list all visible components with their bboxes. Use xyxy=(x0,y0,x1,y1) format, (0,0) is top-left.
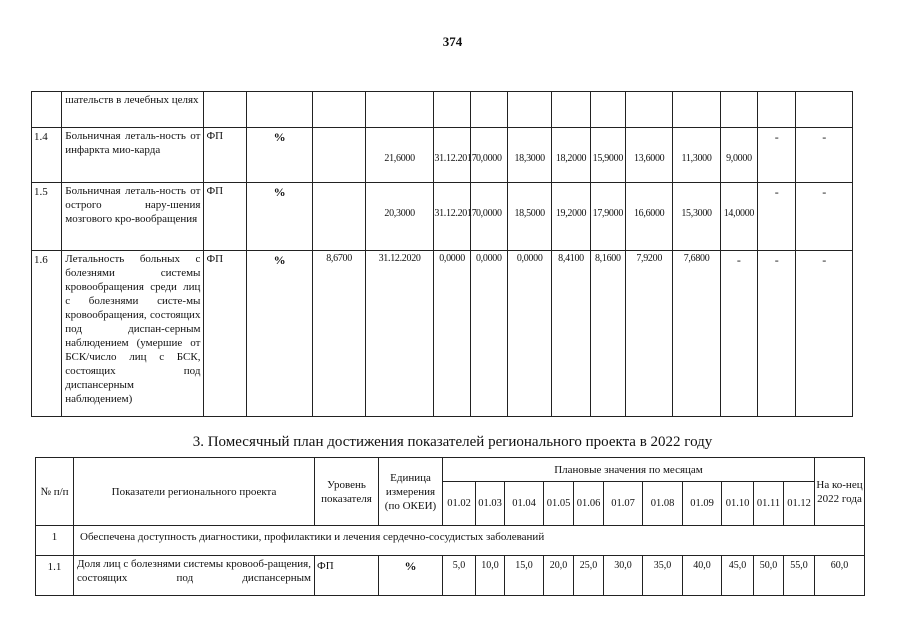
value-cell: - xyxy=(758,128,796,183)
header-month: 01.06 xyxy=(574,482,604,526)
indicator-level: ФП xyxy=(204,183,246,251)
value-cell: - xyxy=(758,251,796,417)
value-cell: 0,0000 xyxy=(508,251,552,417)
value-cell: 5,0 xyxy=(443,556,476,596)
indicator-level: ФП xyxy=(204,251,246,417)
header-month: 01.09 xyxy=(683,482,722,526)
indicator-unit: % xyxy=(379,556,443,596)
value-cell: 15,0 xyxy=(505,556,544,596)
value-cell: 50,0 xyxy=(754,556,784,596)
table-row xyxy=(32,251,853,417)
table-row xyxy=(36,556,865,596)
value-cell: 7,9200 xyxy=(625,251,672,417)
value-cell: 0,0000 xyxy=(470,251,507,417)
header-level: Уровень показателя xyxy=(315,458,379,526)
value-cell: 8,1600 xyxy=(590,251,625,417)
row-index: 1.4 xyxy=(32,128,62,183)
year-end-value: 60,0 xyxy=(815,556,865,596)
base-date: 31.12.2017 xyxy=(434,128,470,183)
base-date: 31.12.2017 xyxy=(434,183,470,251)
indicator-name: Летальность больных с болезнями системы кровообращения среди лиц с болезнями систе-мы кровообращения, состоящих под диспан-серным наблюдением (умершие от БСК/число лиц с БСК, состоящих под диспансерным наблюдением) xyxy=(62,251,204,417)
indicator-name: Больничная леталь-ность от инфаркта мио-карда xyxy=(62,128,204,183)
value-cell: 14,0000 xyxy=(720,183,757,251)
value-cell: 8,4100 xyxy=(552,251,590,417)
header-num: № п/п xyxy=(36,458,74,526)
row-index: 1.6 xyxy=(32,251,62,417)
value-cell: - xyxy=(796,183,853,251)
value-cell: 0,0000 xyxy=(470,183,507,251)
header-row xyxy=(36,458,865,482)
value-cell: 15,3000 xyxy=(673,183,720,251)
value-cell: 35,0 xyxy=(643,556,683,596)
row-index: 1.5 xyxy=(32,183,62,251)
value-cell: - xyxy=(796,128,853,183)
section-row-text: Обеспечена доступность диагностики, профилактики и лечения сердечно-сосудистых заболеваний xyxy=(74,526,865,556)
table-row xyxy=(32,183,853,251)
header-month: 01.05 xyxy=(544,482,574,526)
header-planned: Плановые значения по месяцам xyxy=(443,458,815,482)
indicator-name: шательств в лечебных целях xyxy=(62,92,204,128)
value-cell: 10,0 xyxy=(476,556,505,596)
value-cell: 11,3000 xyxy=(673,128,720,183)
value-cell: 0,0000 xyxy=(470,128,507,183)
value-cell: 15,9000 xyxy=(590,128,625,183)
value-cell: 18,3000 xyxy=(508,128,552,183)
value-cell: 19,2000 xyxy=(552,183,590,251)
header-month: 01.08 xyxy=(643,482,683,526)
value-cell: 55,0 xyxy=(784,556,815,596)
value-cell: - xyxy=(758,183,796,251)
value-cell: 0,0000 xyxy=(434,251,470,417)
value-cell: 9,0000 xyxy=(720,128,757,183)
section-title: 3. Помесячный план достижения показателей регионального проекта в 2022 году xyxy=(192,434,713,450)
page-number: 374 xyxy=(442,34,463,49)
base-value: 8,6700 xyxy=(313,251,365,417)
header-month: 01.04 xyxy=(505,482,544,526)
indicator-level: ФП xyxy=(204,128,246,183)
table-row xyxy=(32,92,853,128)
indicator-unit: % xyxy=(246,251,313,417)
section-row xyxy=(36,526,865,556)
header-month: 01.02 xyxy=(443,482,476,526)
header-year-end: На ко-нец 2022 года xyxy=(815,458,865,526)
value-cell: 18,5000 xyxy=(508,183,552,251)
table-row xyxy=(32,128,853,183)
value-cell: 18,2000 xyxy=(552,128,590,183)
monthly-plan-table xyxy=(35,457,865,596)
value-cell: 16,6000 xyxy=(625,183,672,251)
value-cell: 17,9000 xyxy=(590,183,625,251)
indicator-name: Больничная леталь-ность от острого нару-шения мозгового кро-вообращения xyxy=(62,183,204,251)
header-month: 01.11 xyxy=(754,482,784,526)
header-month: 01.12 xyxy=(784,482,815,526)
header-indicator: Показатели регионального проекта xyxy=(74,458,315,526)
header-month: 01.10 xyxy=(722,482,754,526)
indicator-unit: % xyxy=(246,128,313,183)
value-cell: 30,0 xyxy=(604,556,643,596)
header-month: 01.03 xyxy=(476,482,505,526)
value-cell: - xyxy=(720,251,757,417)
value-cell: - xyxy=(796,251,853,417)
indicators-table-continued xyxy=(31,91,853,417)
value-cell: 45,0 xyxy=(722,556,754,596)
base-date: 31.12.2020 xyxy=(365,251,434,417)
header-unit: Единица измерения (по ОКЕИ) xyxy=(379,458,443,526)
value-cell: 25,0 xyxy=(574,556,604,596)
row-index: 1.1 xyxy=(36,556,74,596)
value-cell: 7,6800 xyxy=(673,251,720,417)
row-index: 1 xyxy=(36,526,74,556)
base-value: 20,3000 xyxy=(365,183,434,251)
value-cell: 13,6000 xyxy=(625,128,672,183)
indicator-unit: % xyxy=(246,183,313,251)
indicator-level: ФП xyxy=(315,556,379,596)
indicator-name: Доля лиц с болезнями системы кровооб-ращения, состоящих под диспансерным xyxy=(74,556,315,596)
value-cell: 40,0 xyxy=(683,556,722,596)
value-cell: 20,0 xyxy=(544,556,574,596)
base-value: 21,6000 xyxy=(365,128,434,183)
header-month: 01.07 xyxy=(604,482,643,526)
